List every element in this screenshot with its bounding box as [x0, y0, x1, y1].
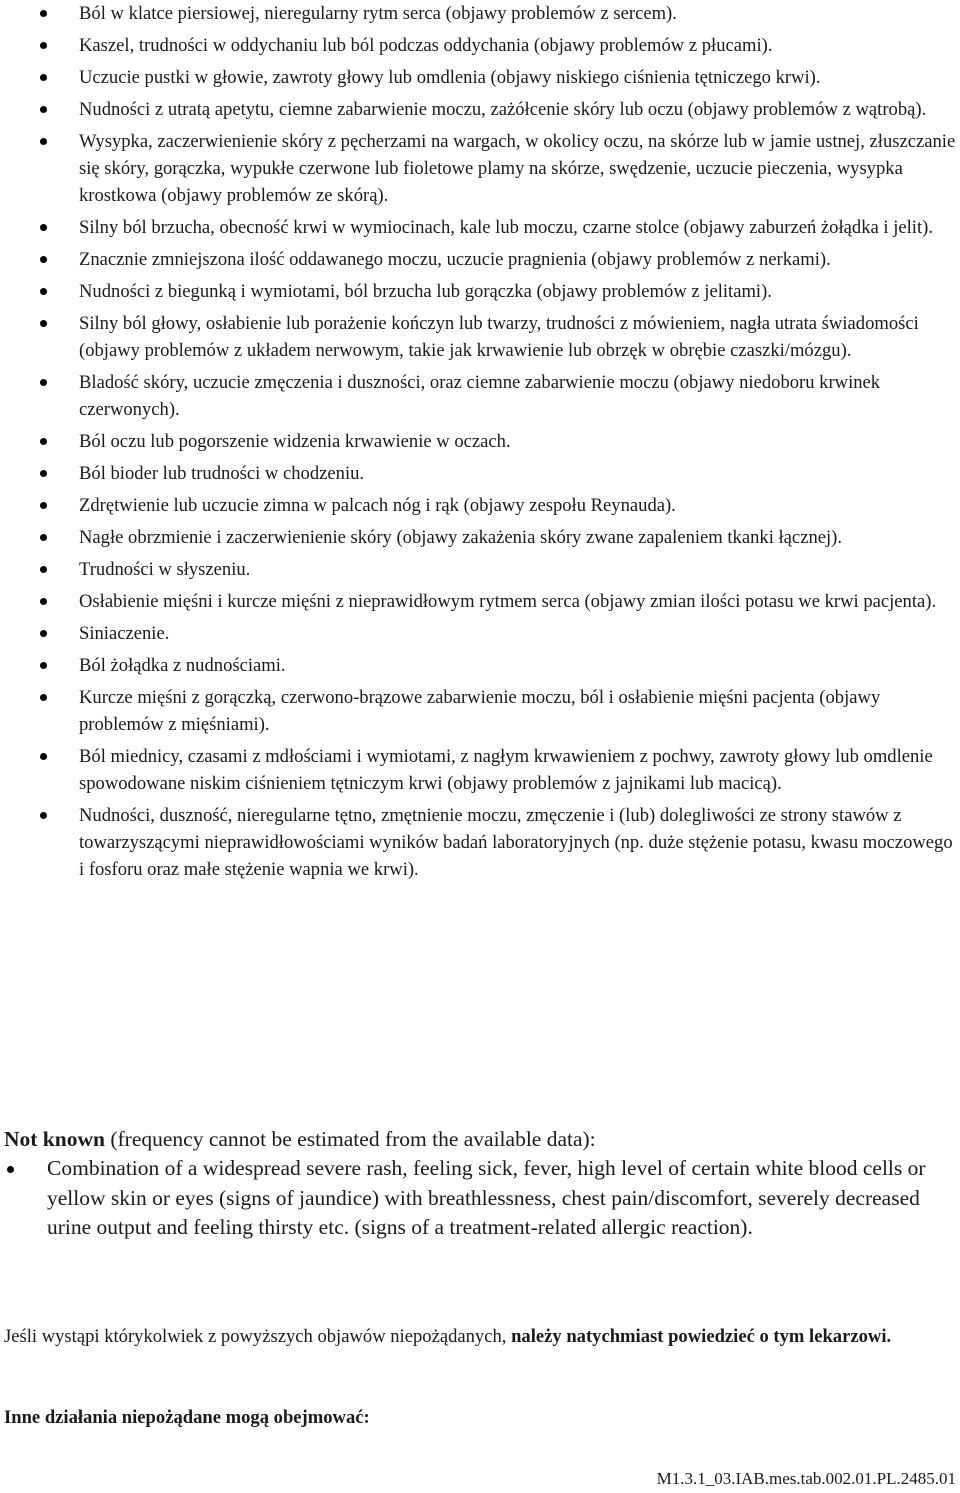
notice-text: Jeśli wystąpi którykolwiek z powyższych objawów niepożądanych, [4, 1326, 512, 1347]
list-item: Kurcze mięśni z gorączką, czerwono-brązowe zabarwienie moczu, ból i osłabienie mięśni pacjenta (objawy problemów z mięśniami). [0, 684, 960, 738]
list-item: Combination of a widespread severe rash, feeling sick, fever, high level of certain white blood cells or yellow skin or eyes (signs of jaundice) with breathlessness, chest pain/discomfort, severely decreased urine output and feeling thirsty etc. (signs of a treatment-related allergic reaction). [4, 1154, 956, 1243]
list-item: Silny ból głowy, osłabienie lub porażenie kończyn lub twarzy, trudności z mówieniem, nagła utrata świadomości (objawy problemów z układem nerwowym, takie jak krwawienie lub obrzęk w obrębie czaszki/mózgu). [0, 310, 960, 364]
list-item: Zdrętwienie lub uczucie zimna w palcach nóg i rąk (objawy zespołu Reynauda). [0, 492, 960, 519]
list-item: Ból w klatce piersiowej, nieregularny rytm serca (objawy problemów z sercem). [0, 0, 960, 27]
list-item: Ból bioder lub trudności w chodzeniu. [0, 460, 960, 487]
list-item: Nudności z biegunką i wymiotami, ból brzucha lub gorączka (objawy problemów z jelitami). [0, 278, 960, 305]
list-item: Siniaczenie. [0, 620, 960, 647]
notice-paragraph [4, 1323, 956, 1351]
other-side-effects-heading: Inne działania niepożądane mogą obejmować: [4, 1407, 370, 1428]
list-item: Ból oczu lub pogorszenie widzenia krwawienie w oczach. [0, 428, 960, 455]
list-item: Ból miednicy, czasami z mdłościami i wymiotami, z nagłym krwawieniem z pochwy, zawroty głowy lub omdlenie spowodowane niskim ciśnieniem tętniczym krwi (objawy problemów z jajnikami lub macicą). [0, 743, 960, 797]
list-item: Nudności z utratą apetytu, ciemne zabarwienie moczu, zażółcenie skóry lub oczu (objawy problemów z wątrobą). [0, 96, 960, 123]
notice-emphasis: należy natychmiast powiedzieć o tym lekarzowi. [511, 1326, 892, 1347]
not-known-label: Not known [4, 1127, 105, 1151]
list-item: Uczucie pustki w głowie, zawroty głowy lub omdlenia (objawy niskiego ciśnienia tętniczego krwi). [0, 64, 960, 91]
list-item: Osłabienie mięśni i kurcze mięśni z nieprawidłowym rytmem serca (objawy zmian ilości potasu we krwi pacjenta). [0, 588, 960, 615]
document-code: M1.3.1_03.IAB.mes.tab.002.01.PL.2485.01 [656, 1469, 956, 1488]
not-known-description: (frequency cannot be estimated from the available data): [104, 1127, 596, 1151]
list-item: Nagłe obrzmienie i zaczerwienienie skóry (objawy zakażenia skóry zwane zapaleniem tkanki łącznej). [0, 524, 960, 551]
list-item: Kaszel, trudności w oddychaniu lub ból podczas oddychania (objawy problemów z płucami). [0, 32, 960, 59]
list-item: Bladość skóry, uczucie zmęczenia i duszności, oraz ciemne zabarwienie moczu (objawy niedoboru krwinek czerwonych). [0, 369, 960, 423]
list-item: Wysypka, zaczerwienienie skóry z pęcherzami na wargach, w okolicy oczu, na skórze lub w jamie ustnej, złuszczanie się skóry, gorączka, wypukłe czerwone lub fioletowe plamy na skórze, swędzenie, uczucie pieczenia, wysypka krostkowa (objawy problemów ze skórą). [0, 128, 960, 209]
not-known-list [4, 1154, 956, 1243]
list-item: Trudności w słyszeniu. [0, 556, 960, 583]
list-item: Znacznie zmniejszona ilość oddawanego moczu, uczucie pragnienia (objawy problemów z nerkami). [0, 246, 960, 273]
list-item: Ból żołądka z nudnościami. [0, 652, 960, 679]
list-item: Silny ból brzucha, obecność krwi w wymiocinach, kale lub moczu, czarne stolce (objawy zaburzeń żołądka i jelit). [0, 214, 960, 241]
list-item: Nudności, duszność, nieregularne tętno, zmętnienie moczu, zmęczenie i (lub) dolegliwości ze strony stawów z towarzyszącymi nieprawidłowościami wyników badań laboratoryjnych (np. duże stężenie potasu, kwasu moczowego i fosforu oraz małe stężenie wapnia we krwi). [0, 802, 960, 883]
not-known-heading [4, 1124, 956, 1154]
not-known-section [4, 1124, 956, 1243]
